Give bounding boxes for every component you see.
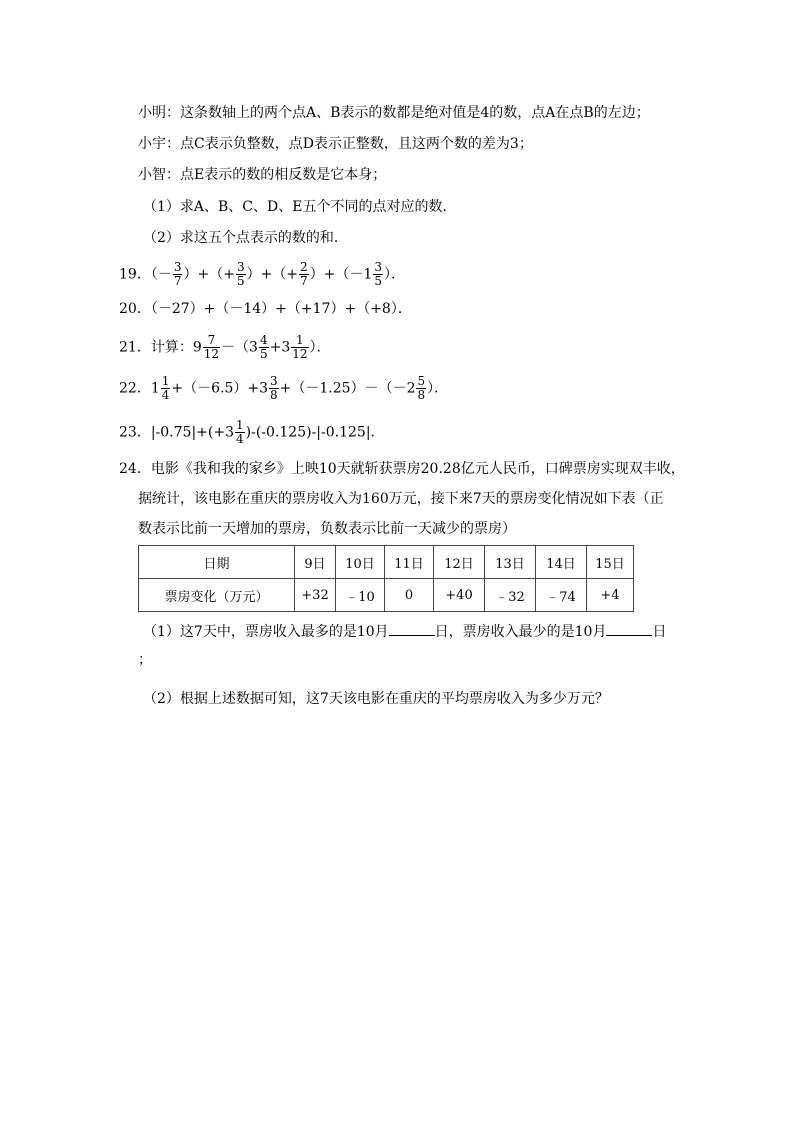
question-text: （1）这7天中，票房收入最多的是10月 (143, 624, 389, 640)
table-header-row (139, 546, 634, 579)
numerator: 2 (300, 260, 308, 274)
expr-text: )-(-0.125)-|-0.125|． (245, 424, 385, 441)
denominator: 5 (374, 274, 382, 288)
expr-text: ）+（+ (183, 266, 235, 283)
question-number: 20． (119, 301, 151, 317)
question-24-part-1 (143, 621, 666, 642)
question-24-part-1-end: ； (138, 652, 152, 668)
denominator: 4 (236, 432, 244, 446)
table-cell-change: ﹣32 (485, 579, 536, 612)
expr-text: +（－1.25）－（－2 (279, 380, 416, 397)
table-cell-change: ﹣10 (336, 579, 385, 612)
table-cell-date: 12日 (434, 546, 485, 579)
table-cell-change: ﹣74 (536, 579, 587, 612)
denominator: 5 (236, 274, 245, 288)
question-23 (119, 419, 385, 446)
fraction (259, 334, 269, 361)
statement-xiaoyu: 小宇：点C表示负整数，点D表示正整数，且这两个数的差为3； (138, 136, 533, 152)
denominator: 12 (203, 347, 220, 361)
question-24-line-3: 数表示比前一天增加的票房，负数表示比前一天减少的票房） (138, 521, 516, 537)
fraction (291, 334, 308, 361)
expr-text: |-0.75|+(+3 (150, 424, 234, 441)
numerator: 7 (203, 334, 220, 348)
denominator: 5 (259, 347, 268, 361)
answer-blank[interactable] (606, 621, 652, 636)
expr-text: +3 (269, 339, 291, 356)
expr-text: +（－6.5）+3 (171, 380, 269, 397)
table-cell-change: +32 (295, 579, 336, 612)
box-office-table (138, 545, 634, 612)
question-number: 24． (119, 461, 151, 477)
table-cell-date: 10日 (336, 546, 385, 579)
fraction (373, 261, 383, 288)
question-18-part-2: （2）求这五个点表示的数的和． (143, 230, 348, 246)
expr-text: （－ (150, 266, 172, 283)
question-18-part-1: （1）求A、B、C、D、E五个不同的点对应的数． (143, 199, 457, 215)
table-cell-change: 0 (385, 579, 434, 612)
numerator: 3 (236, 260, 245, 274)
answer-blank[interactable] (389, 621, 435, 636)
table-cell-date: 9日 (295, 546, 336, 579)
question-number: 23． (119, 424, 151, 441)
table-row-label: 票房变化（万元） (139, 579, 295, 612)
statement-xiaoming: 小明：这条数轴上的两个点A、B表示的数都是绝对值是4的数，点A在点B的左边； (138, 105, 650, 121)
denominator: 8 (270, 388, 278, 402)
numerator: 3 (270, 374, 278, 388)
question-24-line-2: 据统计，该电影在重庆的票房收入为160万元，接下来7天的票房变化情况如下表（正 (138, 491, 664, 507)
table-cell-date: 13日 (485, 546, 536, 579)
statement-xiaozhi: 小智：点E表示的数的相反数是它本身； (138, 167, 387, 183)
expr-text: －（3 (221, 339, 258, 356)
question-number: 19． (119, 266, 151, 283)
table-cell-change: +4 (587, 579, 634, 612)
numerator: 3 (173, 260, 182, 274)
table-cell-date: 14日 (536, 546, 587, 579)
expr-text: ）． (309, 339, 331, 356)
denominator: 4 (161, 388, 170, 402)
question-text: 日，票房收入最少的是10月 (434, 624, 607, 640)
table-cell-date: 11日 (385, 546, 434, 579)
fraction (235, 419, 245, 446)
question-22 (119, 375, 448, 402)
question-24-line-1 (119, 459, 685, 479)
expr-text: 计算：9 (150, 339, 202, 356)
numerator: 1 (291, 334, 308, 348)
denominator: 7 (173, 274, 182, 288)
numerator: 1 (161, 374, 170, 388)
question-number: 22． (119, 380, 151, 397)
question-24-part-2: （2）根据上述数据可知，这7天该电影在重庆的平均票房收入为多少万元？ (143, 691, 609, 707)
numerator: 4 (259, 333, 268, 347)
question-text: 电影《我和我的家乡》上映10天就斩获票房20.28亿元人民币，口碑票房实现双丰收， (150, 461, 685, 477)
expr-text: ）+（－1 (309, 266, 373, 283)
question-20 (119, 299, 412, 319)
expr-text: （－27）+（－14）+（+17）+（+8）． (150, 301, 412, 317)
table-cell-date: 15日 (587, 546, 634, 579)
expr-text: ）． (427, 380, 449, 397)
question-19 (119, 261, 405, 288)
fraction (236, 261, 246, 288)
denominator: 8 (417, 388, 426, 402)
fraction (173, 261, 183, 288)
numerator: 5 (417, 374, 426, 388)
numerator: 1 (236, 418, 244, 432)
fraction (416, 375, 426, 402)
denominator: 7 (300, 274, 308, 288)
question-text: 日 (652, 624, 667, 640)
table-data-row (139, 579, 634, 612)
numerator: 3 (374, 260, 382, 274)
expr-text: ）+（+ (246, 266, 299, 283)
fraction (299, 261, 309, 288)
fraction (203, 334, 220, 361)
expr-text: ）． (383, 266, 405, 283)
fraction (161, 375, 171, 402)
question-21 (119, 334, 331, 361)
fraction (269, 375, 279, 402)
question-number: 21． (119, 339, 151, 356)
expr-text: 1 (150, 380, 160, 397)
table-cell-change: +40 (434, 579, 485, 612)
denominator: 12 (292, 347, 308, 361)
table-header-label: 日期 (139, 546, 295, 579)
